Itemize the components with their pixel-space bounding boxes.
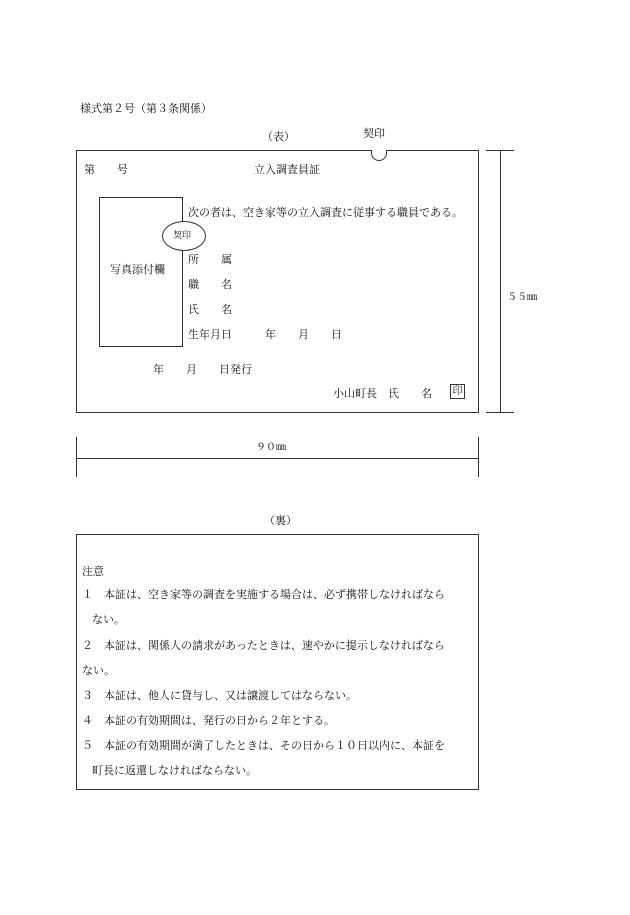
- height-dimension-label: ５５㎜: [507, 292, 537, 303]
- note-line: ２ 本証は、関係人の請求があったときは、速やかに提示しなければなら: [82, 639, 445, 652]
- photo-attachment-box: [99, 197, 183, 347]
- field-affiliation: 所 属: [188, 253, 232, 266]
- notes-heading: 注意: [82, 565, 104, 578]
- note-line: ４ 本証の有効期間は、発行の日から２年とする。: [82, 714, 335, 727]
- front-side-label: （表）: [262, 130, 295, 143]
- tally-seal-top-label: 契印: [363, 127, 385, 140]
- back-side-label: （裏）: [264, 514, 297, 527]
- issuer-seal: 印: [450, 384, 465, 399]
- card-number-label: 第 号: [84, 163, 128, 176]
- note-line: ない。: [82, 664, 115, 677]
- tally-seal-photo-label: 契印: [173, 231, 192, 241]
- photo-attachment-label: 写真添付欄: [110, 263, 165, 276]
- tally-seal-mark: [371, 150, 387, 161]
- note-line: 町長に返還しなければならない。: [92, 764, 257, 777]
- width-dimension-line: [76, 458, 479, 459]
- card-title: 立入調査員証: [254, 163, 320, 176]
- note-line: ３ 本証は、他人に貸与し、又は譲渡してはならない。: [82, 689, 357, 702]
- field-name: 氏 名: [188, 303, 232, 316]
- note-line: ５ 本証の有効期間が満了したときは、その日から１０日以内に、本証を: [82, 739, 445, 752]
- note-line: ない。: [92, 613, 125, 626]
- width-dimension-tick-right: [478, 437, 479, 477]
- width-dimension-tick-left: [76, 437, 77, 477]
- card-statement: 次の者は、空き家等の立入調査に従事する職員である。: [188, 206, 463, 219]
- issuer-name: 小山町長 氏 名: [333, 387, 432, 400]
- height-dimension-tick-bottom: [486, 412, 514, 413]
- field-position: 職 名: [188, 278, 232, 291]
- form-label: 様式第２号（第３条関係）: [80, 102, 212, 115]
- height-dimension-line: [500, 150, 501, 413]
- field-birthdate: 生年月日 年 月 日: [188, 328, 342, 341]
- tally-seal-oval: [162, 221, 206, 251]
- issue-date: 年 月 日発行: [153, 363, 252, 376]
- width-dimension-label: ９０㎜: [256, 442, 286, 453]
- id-card-front: [76, 150, 479, 413]
- note-line: １ 本証は、空き家等の調査を実施する場合は、必ず携帯しなければなら: [82, 588, 445, 601]
- height-dimension-tick-top: [486, 150, 514, 151]
